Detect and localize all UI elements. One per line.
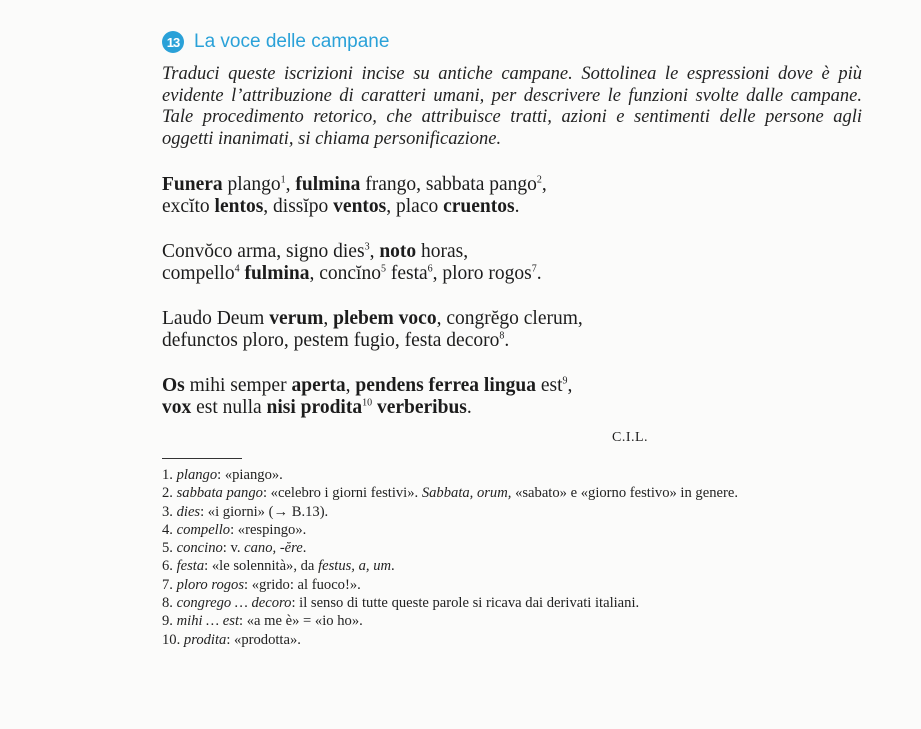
stanza-4 — [162, 375, 782, 419]
exercise-instructions: Traduci queste iscrizioni incise su antiche campane. Sottolinea le espressioni dove è più evidente l’attribuzione di caratteri umani, per descrivere le funzioni svolte dalle campane. Tale procedimento retorico, che attribuisce tratti, azioni e sentimenti delle persone agli oggetti inanimati, si chiama personificazione. — [162, 64, 862, 149]
footnote-number: 2. — [162, 485, 177, 502]
verse-text: , — [323, 308, 334, 329]
verse-text: Laudo Deum — [162, 308, 270, 329]
footnote-term: ploro rogos — [176, 576, 245, 593]
stanza-2 — [162, 241, 782, 285]
verse-text: , — [345, 375, 356, 396]
footnote-divider — [162, 458, 242, 459]
verse-line — [162, 375, 782, 397]
verse-text: festa — [385, 263, 428, 284]
footnote-text: : «piango». — [217, 467, 283, 483]
footnote-ref: 4 — [234, 263, 240, 275]
footnote — [162, 484, 862, 502]
footnote — [162, 594, 862, 612]
footnotes-list — [162, 466, 862, 649]
bold-word: Funera — [162, 174, 223, 195]
verse-text: , placo — [386, 196, 444, 217]
footnote-term: cano, -ĕre — [244, 540, 303, 557]
footnote-number: 8. — [162, 595, 177, 612]
footnote-ref: 5 — [380, 263, 386, 275]
footnote-text: : v. — [222, 540, 245, 557]
footnote-text: : «celebro i giorni festivi». — [262, 485, 422, 502]
verse-text: . — [504, 330, 510, 351]
footnote-text: . — [302, 540, 307, 557]
footnote — [162, 466, 862, 484]
footnote — [162, 503, 862, 521]
verse-line — [162, 174, 782, 196]
footnote-ref: 10 — [362, 397, 373, 409]
bold-word: verum — [269, 308, 324, 329]
footnote-text: : «grido: al fuoco!». — [244, 576, 361, 593]
footnote-ref: 1 — [280, 174, 286, 186]
bold-word: nisi prodita — [266, 397, 363, 418]
verse-text: Convŏco arma, signo dies — [162, 241, 365, 262]
footnote-number: 5. — [162, 540, 177, 557]
source-citation: C.I.L. — [612, 430, 649, 445]
footnote-ref: 9 — [562, 375, 568, 387]
footnote-term: festus, a, um — [318, 558, 392, 575]
bold-word: lentos — [214, 196, 264, 217]
verse-line — [162, 196, 782, 218]
footnote-ref: 2 — [536, 174, 542, 186]
bold-word: noto — [379, 241, 417, 262]
verse-line — [162, 263, 782, 285]
verse-text: , — [541, 174, 547, 195]
exercise-number-badge: 13 — [162, 31, 184, 53]
footnote-term: prodita — [183, 631, 227, 648]
verse-text: , ploro rogos — [432, 263, 532, 284]
stanza-3 — [162, 308, 782, 352]
footnote-text: : il senso di tutte queste parole si ricava dai derivati italiani. — [291, 595, 640, 612]
footnote-text: : «a me è» = «io ho». — [239, 613, 363, 630]
footnote-number: 3. — [162, 503, 177, 520]
verse-text: . — [466, 397, 472, 418]
footnote-number: 1. — [162, 467, 177, 483]
footnote-number: 4. — [162, 521, 177, 538]
verse-text: , — [369, 241, 380, 262]
verse-line — [162, 330, 782, 352]
footnote-term: dies — [176, 503, 201, 520]
footnote — [162, 576, 862, 594]
footnote-text: : «prodotta». — [226, 631, 301, 648]
footnote — [162, 557, 862, 575]
verse-text: , dissĭpo — [263, 196, 334, 217]
verse-text: est nulla — [191, 397, 267, 418]
verse-text: defunctos ploro, pestem fugio, festa decoro — [162, 330, 500, 351]
verse-line — [162, 241, 782, 263]
verse-text: . — [514, 196, 520, 217]
footnote — [162, 539, 862, 557]
footnote-text: . — [391, 558, 395, 575]
verse-line — [162, 308, 782, 330]
footnote-number: 6. — [162, 558, 177, 575]
verse-text: , — [285, 174, 296, 195]
footnote-ref: 6 — [427, 263, 433, 275]
footnote-number: 9. — [162, 613, 177, 630]
bold-word: verberibus — [376, 397, 467, 418]
footnote — [162, 612, 862, 630]
exercise-header — [162, 31, 389, 53]
footnote-number: 10. — [162, 631, 184, 648]
bold-word: fulmina — [295, 174, 361, 195]
verse-text: , congrĕgo clerum, — [436, 308, 583, 329]
footnote-ref: 3 — [364, 241, 370, 253]
footnote-ref: 8 — [499, 330, 505, 342]
footnote-term: Sabbata, orum, — [421, 485, 512, 502]
footnote-term: plango — [176, 467, 218, 483]
bold-word: pendens ferrea lingua — [355, 375, 536, 396]
bold-word: plebem voco — [333, 308, 437, 329]
footnote-term: mihi … est — [176, 613, 240, 630]
footnote-text: : «le solennità», da — [204, 558, 319, 575]
verse-text: , concĭno — [309, 263, 381, 284]
bold-word: vox — [162, 397, 192, 418]
verse-text: excĭto — [162, 196, 215, 217]
bold-word: cruentos — [443, 196, 515, 217]
bold-word: Os — [162, 375, 185, 396]
footnote-term: sabbata pango — [176, 485, 263, 502]
latin-inscriptions — [162, 174, 782, 442]
footnote-term: congrego … decoro — [176, 595, 292, 612]
footnote-term: festa — [176, 558, 205, 575]
footnote-term: compello — [176, 521, 231, 538]
verse-text: est — [535, 375, 563, 396]
verse-text: mihi semper — [184, 375, 292, 396]
verse-text: , — [567, 375, 573, 396]
verse-text: horas, — [416, 241, 469, 262]
footnote-text: : «i giorni» (→ B.13). — [200, 503, 329, 520]
footnote-number: 7. — [162, 576, 177, 593]
bold-word: aperta — [291, 375, 346, 396]
footnote-term: concino — [176, 540, 223, 557]
bold-word: ventos — [333, 196, 387, 217]
verse-line — [162, 397, 782, 419]
footnote — [162, 631, 862, 649]
verse-text: . — [536, 263, 542, 284]
exercise-title: La voce delle campane — [194, 31, 390, 52]
footnote-text: : «respingo». — [230, 521, 307, 538]
footnote — [162, 521, 862, 539]
footnote-ref: 7 — [531, 263, 537, 275]
stanza-1 — [162, 174, 782, 218]
verse-text: frango, sabbata pango — [360, 174, 537, 195]
footnote-text: «sabato» e «giorno festivo» in genere. — [511, 485, 738, 502]
verse-text: plango — [222, 174, 281, 195]
bold-word: fulmina — [244, 263, 310, 284]
verse-text: compello — [162, 263, 235, 284]
